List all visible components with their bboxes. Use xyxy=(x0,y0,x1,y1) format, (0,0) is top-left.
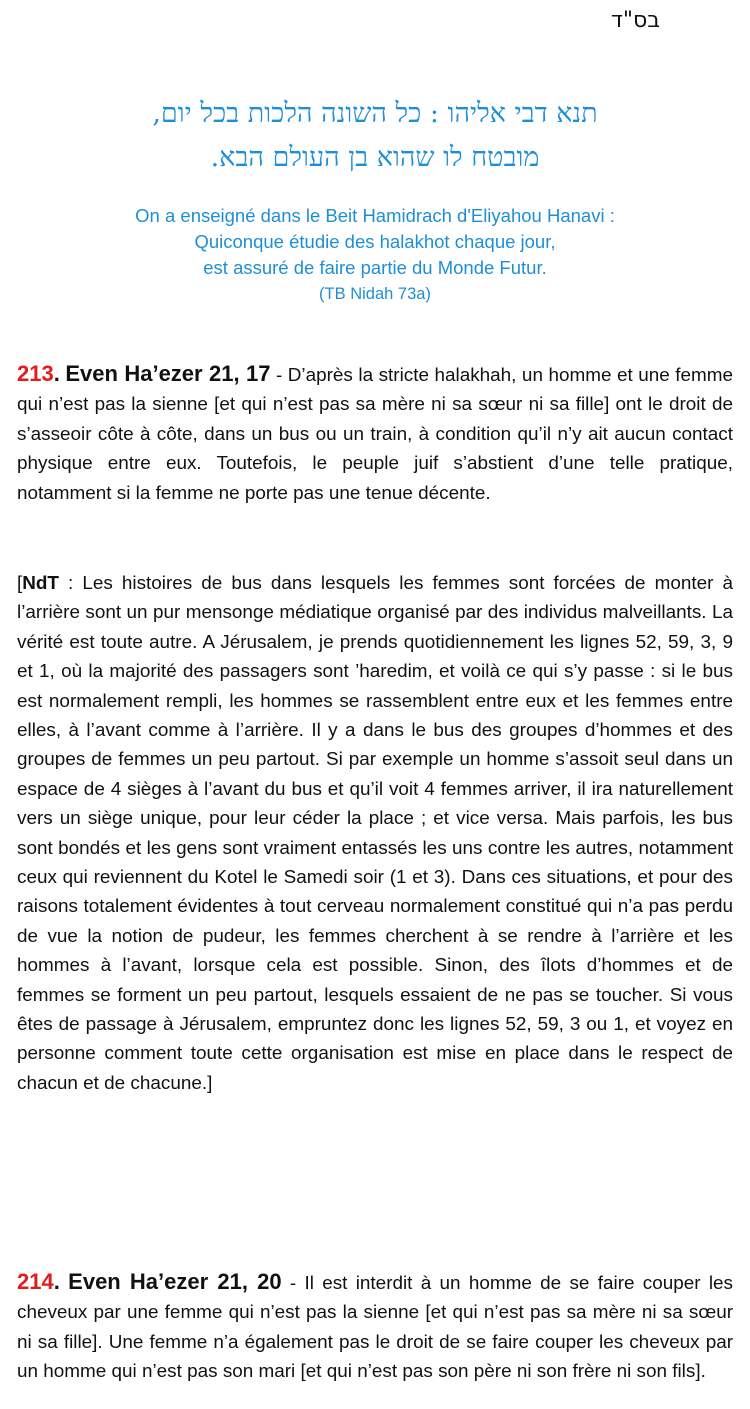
french-quote-line-2: Quiconque étudie des halakhot chaque jour, xyxy=(194,231,556,252)
french-quote xyxy=(0,203,750,307)
french-quote-line-1: On a enseigné dans le Beit Hamidrach d'Eliyahou Hanavi : xyxy=(135,205,615,226)
halakha-214 xyxy=(17,1267,733,1387)
halakha-text: - Il est interdit à un homme de se faire couper les cheveux par une femme qui n’est pas la sienne [et qui n’est pas sa mère ni sa sœur ni sa fille]. Une femme n’a également pas le droit de se faire couper les cheveux par un homme qui n’est pas son mari [et qui n’est pas son père ni son frère ni son fils]. xyxy=(17,1272,734,1383)
quote-reference: (TB Nidah 73a) xyxy=(319,285,431,303)
note-label: NdT xyxy=(22,572,59,594)
halakha-number-dot: . xyxy=(53,1268,60,1294)
bsd-header: בס"ד xyxy=(610,8,660,33)
halakha-213 xyxy=(17,359,733,508)
hebrew-quote-line-1: תנא דבי אליהו : כל השונה הלכות בכל יום, xyxy=(152,98,598,129)
halakha-number: 214 xyxy=(17,1268,54,1294)
hebrew-quote xyxy=(0,92,750,180)
halakha-source: Even Ha’ezer 21, 20 xyxy=(68,1268,282,1294)
note-text: : Les histoires de bus dans lesquels les femmes sont forcées de monter à l’arrière sont un pur mensonge médiatique organisé par des individus malveillants. La vérité est toute autre. A Jérusalem, je prends quotidiennement les lignes 52, 59, 3, 9 et 1, où la majorité des passagers sont ’haredim, et voilà ce qui s’y passe : si le bus est normalement rempli, les hommes se rassemblent entre eux et les femmes entre elles, à l’avant comme à l’arrière. Il y a dans le bus des groupes d’hommes et des groupes de femmes un peu partout. Si par exemple un homme s’assoit seul dans un espace de 4 sièges à l’avant du bus et qu’il voit 4 femmes arriver, il ira naturellement vers un siège unique, pour leur céder la place ; et vice versa. Mais parfois, les bus sont bondés et les gens sont vraiment entassés les uns contre les autres, notamment ceux qui reviennent du Kotel le Samedi soir (1 et 3). Dans ces situations, et pour des raisons totalement évidentes à tout cerveau normalement constitué qui n’a pas perdu de vue la notion de pudeur, les femmes cherchent à se rendre à l’arrière et les hommes à l’avant, lorsque cela est possible. Sinon, des îlots d’hommes et de femmes se forment un peu partout, lesquels essaient de ne pas se toucher. Si vous êtes de passage à Jérusalem, empruntez donc les lignes 52, 59, 3 ou 1, et voyez en personne comment toute cette organisation est mise en place dans le respect de chacun et de chacune.] xyxy=(17,572,733,1094)
halakha-source: Even Ha’ezer 21, 17 xyxy=(65,360,271,386)
halakha-text: - D’après la stricte halakhah, un homme et une femme qui n’est pas la sienne [et qui n’est pas sa mère ni sa sœur ni sa fille] ont le droit de s’asseoir côte à côte, dans un bus ou un train, à condition qu’il n’y ait aucun contact physique entre eux. Toutefois, le peuple juif s’abstient d’une telle pratique, notamment si la femme ne porte pas une tenue décente. xyxy=(17,364,734,504)
halakha-number-dot: . xyxy=(53,360,60,386)
french-quote-line-3: est assuré de faire partie du Monde Futur. xyxy=(203,257,547,278)
hebrew-quote-line-2: מובטח לו שהוא בן העולם הבא. xyxy=(210,142,540,173)
halakha-number: 213 xyxy=(17,360,54,386)
translator-note xyxy=(17,569,733,1098)
note-open-bracket: [ xyxy=(17,572,23,594)
